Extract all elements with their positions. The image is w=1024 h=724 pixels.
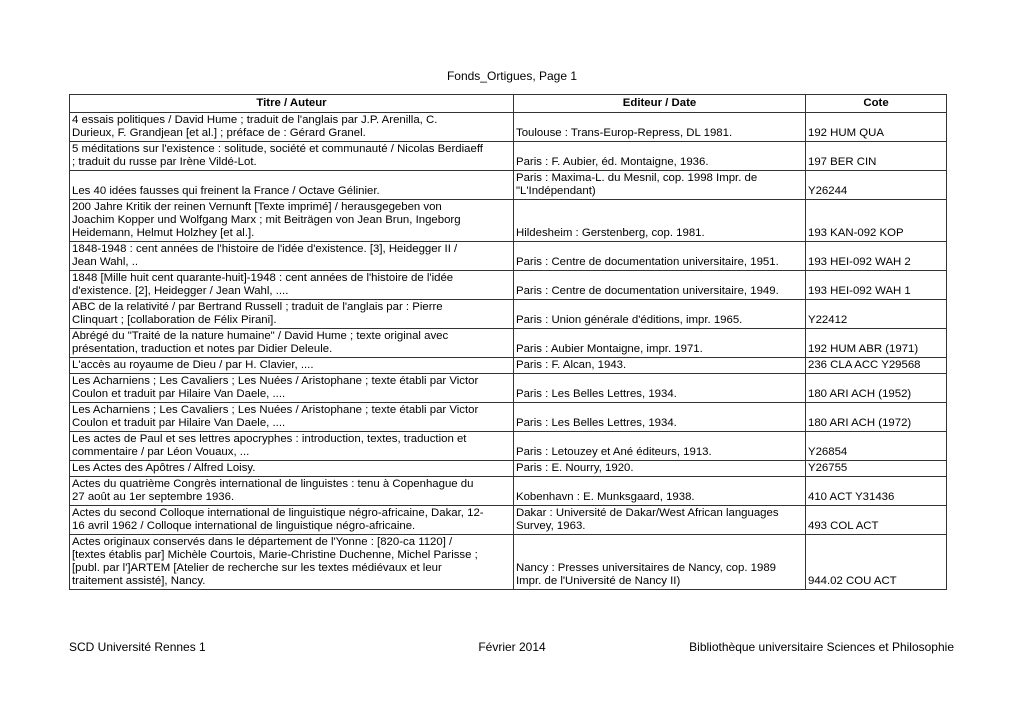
cell-shelfmark: 236 CLA ACC Y29568 [806, 358, 947, 374]
cell-publisher: Toulouse : Trans-Europ-Repress, DL 1981. [514, 113, 806, 142]
footer-library: Bibliothèque universitaire Sciences et Philosophie [689, 640, 954, 654]
table-row [70, 271, 947, 300]
cell-shelfmark: 193 HEI-092 WAH 1 [806, 271, 947, 300]
table-row [70, 506, 947, 535]
cell-shelfmark: 180 ARI ACH (1972) [806, 403, 947, 432]
cell-shelfmark: 180 ARI ACH (1952) [806, 374, 947, 403]
cell-shelfmark: 493 COL ACT [806, 506, 947, 535]
column-header-publisher: Editeur / Date [514, 95, 806, 113]
table-row [70, 113, 947, 142]
cell-publisher: Paris : E. Nourry, 1920. [514, 461, 806, 477]
cell-title: 4 essais politiques / David Hume ; traduit de l'anglais par J.P. Arenilla, C. Durieux, F. Grandjean [et al.] ; préface de : Gérard Granel. [70, 113, 514, 142]
cell-publisher: Paris : Maxima-L. du Mesnil, cop. 1998 Impr. de "L'Indépendant) [514, 171, 806, 200]
table-row [70, 329, 947, 358]
cell-publisher: Paris : Les Belles Lettres, 1934. [514, 403, 806, 432]
table-row [70, 477, 947, 506]
cell-publisher: Paris : F. Alcan, 1943. [514, 358, 806, 374]
cell-shelfmark: 192 HUM ABR (1971) [806, 329, 947, 358]
cell-shelfmark: 944.02 COU ACT [806, 535, 947, 590]
column-header-shelfmark: Cote [806, 95, 947, 113]
cell-publisher: Hildesheim : Gerstenberg, cop. 1981. [514, 200, 806, 242]
cell-publisher: Paris : Aubier Montaigne, impr. 1971. [514, 329, 806, 358]
cell-shelfmark: Y26244 [806, 171, 947, 200]
catalog-table [69, 94, 947, 590]
cell-title: 200 Jahre Kritik der reinen Vernunft [Texte imprimé] / herausgegeben von Joachim Kopper und Wolfgang Marx ; mit Beiträgen von Jean Brun, Ingeborg Heidemann, Helmut Holzhey [et al.]. [70, 200, 514, 242]
page-title: Fonds_Ortigues, Page 1 [446, 69, 578, 83]
table-row [70, 403, 947, 432]
cell-publisher: Nancy : Presses universitaires de Nancy, cop. 1989 Impr. de l'Université de Nancy II) [514, 535, 806, 590]
footer-institution: SCD Université Rennes 1 [69, 640, 206, 654]
cell-shelfmark: 192 HUM QUA [806, 113, 947, 142]
table-row [70, 535, 947, 590]
table-row [70, 200, 947, 242]
cell-publisher: Paris : Les Belles Lettres, 1934. [514, 374, 806, 403]
cell-title: Les actes de Paul et ses lettres apocryphes : introduction, textes, traduction et commentaire / par Léon Vouaux, ... [70, 432, 514, 461]
cell-shelfmark: 193 KAN-092 KOP [806, 200, 947, 242]
cell-shelfmark: Y26854 [806, 432, 947, 461]
table-row [70, 242, 947, 271]
table-row [70, 358, 947, 374]
cell-title: ABC de la relativité / par Bertrand Russell ; traduit de l'anglais par : Pierre Clinquart ; [collaboration de Félix Pirani]. [70, 300, 514, 329]
cell-title: Les Acharniens ; Les Cavaliers ; Les Nuées / Aristophane ; texte établi par Victor Coulon et traduit par Hilaire Van Daele, .... [70, 374, 514, 403]
cell-title: Actes originaux conservés dans le département de l'Yonne : [820-ca 1120] / [textes établis par] Michèle Courtois, Marie-Christine Duchenne, Michel Parisse ; [publ. par l']ARTEM [Atelier de recherche sur les textes médiévaux et leur traitement assisté], Nancy. [70, 535, 514, 590]
table-row [70, 374, 947, 403]
cell-publisher: Paris : Centre de documentation universitaire, 1951. [514, 242, 806, 271]
table-row [70, 142, 947, 171]
cell-title: Les Acharniens ; Les Cavaliers ; Les Nuées / Aristophane ; texte établi par Victor Coulon et traduit par Hilaire Van Daele, .... [70, 403, 514, 432]
table-header-row [70, 95, 947, 113]
table-row [70, 300, 947, 329]
cell-title: Abrégé du "Traité de la nature humaine" / David Hume ; texte original avec présentation, traduction et notes par Didier Deleule. [70, 329, 514, 358]
cell-publisher: Paris : F. Aubier, éd. Montaigne, 1936. [514, 142, 806, 171]
table-row [70, 461, 947, 477]
footer-date: Février 2014 [478, 640, 546, 654]
cell-publisher: Paris : Union générale d'éditions, impr. 1965. [514, 300, 806, 329]
cell-title: Les 40 idées fausses qui freinent la France / Octave Gélinier. [70, 171, 514, 200]
cell-shelfmark: 197 BER CIN [806, 142, 947, 171]
cell-publisher: Dakar : Université de Dakar/West African languages Survey, 1963. [514, 506, 806, 535]
table-row [70, 432, 947, 461]
column-header-title: Titre / Auteur [70, 95, 514, 113]
cell-publisher: Paris : Letouzey et Ané éditeurs, 1913. [514, 432, 806, 461]
cell-publisher: Kobenhavn : E. Munksgaard, 1938. [514, 477, 806, 506]
cell-title: L'accès au royaume de Dieu / par H. Clavier, .... [70, 358, 514, 374]
cell-publisher: Paris : Centre de documentation universitaire, 1949. [514, 271, 806, 300]
cell-title: 1848-1948 : cent années de l'histoire de l'idée d'existence. [3], Heidegger II / Jean Wahl, .. [70, 242, 514, 271]
cell-shelfmark: 193 HEI-092 WAH 2 [806, 242, 947, 271]
cell-shelfmark: 410 ACT Y31436 [806, 477, 947, 506]
cell-title: Les Actes des Apôtres / Alfred Loisy. [70, 461, 514, 477]
cell-title: Actes du quatrième Congrès international de linguistes : tenu à Copenhague du 27 août au 1er septembre 1936. [70, 477, 514, 506]
table-row [70, 171, 947, 200]
cell-shelfmark: Y22412 [806, 300, 947, 329]
cell-shelfmark: Y26755 [806, 461, 947, 477]
cell-title: Actes du second Colloque international de linguistique négro-africaine, Dakar, 12- 16 avril 1962 / Colloque international de linguistique négro-africaine. [70, 506, 514, 535]
cell-title: 5 méditations sur l'existence : solitude, société et communauté / Nicolas Berdiaeff ; traduit du russe par Irène Vildé-Lot. [70, 142, 514, 171]
cell-title: 1848 [Mille huit cent quarante-huit]-1948 : cent années de l'histoire de l'idée d'existence. [2], Heidegger / Jean Wahl, .... [70, 271, 514, 300]
